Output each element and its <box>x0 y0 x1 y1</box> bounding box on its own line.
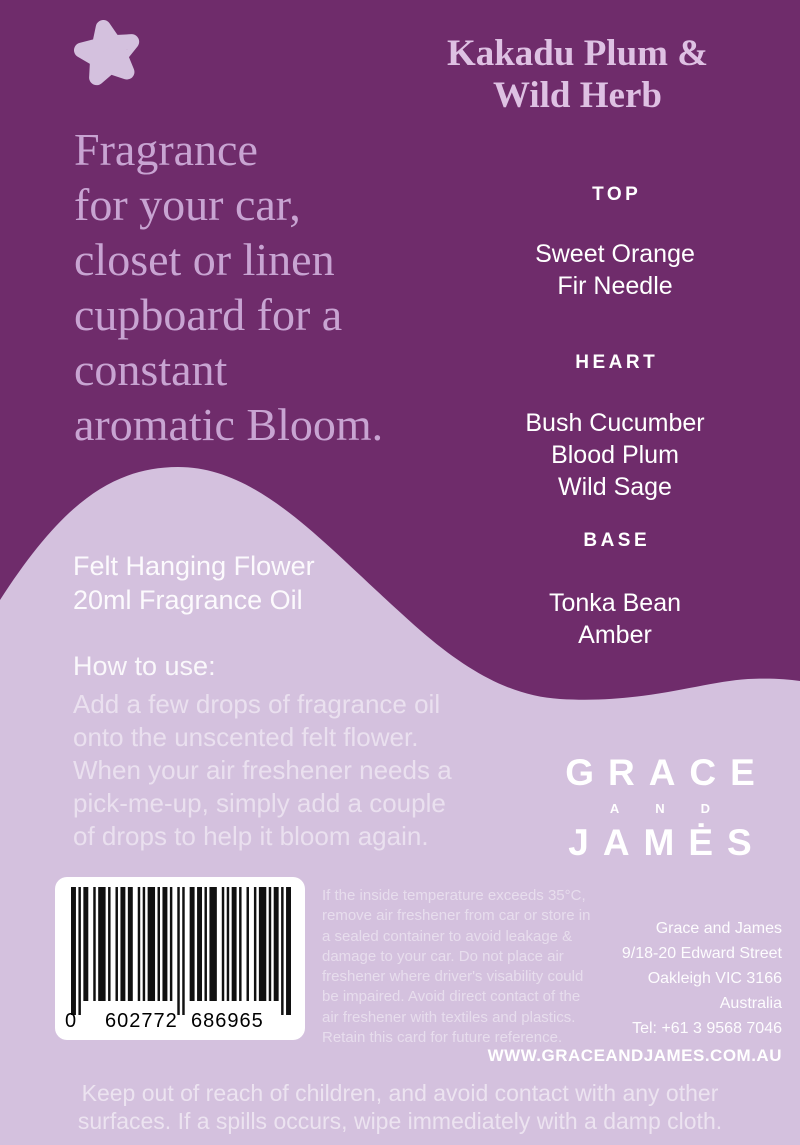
how-to-use-line: pick-me-up, simply add a couple <box>73 788 446 818</box>
note-item: Tonka Bean <box>548 589 682 617</box>
brand-logo-james: JAMĖS <box>568 822 766 863</box>
safety-warning-line: Keep out of reach of children, and avoid contact with any other <box>81 1080 719 1106</box>
intro-line: Fragrance <box>74 124 258 175</box>
product-title-line: Wild Herb <box>493 75 662 116</box>
note-item: Fir Needle <box>557 272 673 300</box>
disclaimer-line: a sealed container to avoid leakage & <box>322 927 573 945</box>
disclaimer-line: remove air freshener from car or store in <box>322 907 591 925</box>
product-line: 20ml Fragrance Oil <box>73 585 303 615</box>
brand-logo <box>550 752 770 864</box>
how-to-use-line: When your air freshener needs a <box>73 755 452 785</box>
car-safety-disclaimer <box>322 886 622 1048</box>
how-to-use-heading: How to use: <box>73 651 216 681</box>
address-line: Australia <box>719 995 782 1012</box>
disclaimer-line: Retain this card for future reference. <box>322 1029 563 1047</box>
top-notes-label: TOP <box>592 184 642 205</box>
intro-line: cupboard for a <box>74 289 343 340</box>
flower-star-icon <box>74 20 142 88</box>
base-notes-label: BASE <box>583 530 651 551</box>
intro-line: closet or linen <box>74 234 335 285</box>
disclaimer-line: freshener where driver's visability could <box>322 968 584 986</box>
how-to-use-line: Add a few drops of fragrance oil <box>73 689 441 719</box>
safety-warning-line: surfaces. If a spills occurs, wipe immediately with a damp cloth. <box>77 1108 723 1134</box>
barcode <box>55 877 305 1040</box>
intro-text <box>74 122 474 452</box>
base-notes-items <box>465 587 765 651</box>
disclaimer-line: damage to your car. Do not place air <box>322 947 564 965</box>
how-to-use-text <box>73 688 452 853</box>
product-contents <box>73 549 315 617</box>
intro-line: aromatic Bloom. <box>74 399 384 450</box>
website-url: WWW.GRACEANDJAMES.COM.AU <box>487 1046 782 1065</box>
address-line: Grace and James <box>655 920 782 937</box>
note-item: Bush Cucumber <box>525 409 705 437</box>
brand-logo-grace: GRACE <box>565 752 769 793</box>
how-to-use-line: of drops to help it bloom again. <box>73 821 429 851</box>
heart-notes-label: HEART <box>575 352 659 373</box>
disclaimer-line: If the inside temperature exceeds 35°C, <box>322 887 586 904</box>
top-notes-items <box>465 238 765 302</box>
barcode-digits: 602772 <box>105 1010 178 1032</box>
note-item: Blood Plum <box>551 441 679 469</box>
company-address <box>622 916 782 1041</box>
disclaimer-line: air freshener with textiles and plastics. <box>322 1008 576 1026</box>
address-line: Tel: +61 3 9568 7046 <box>632 1020 782 1037</box>
note-item: Sweet Orange <box>535 240 695 268</box>
intro-line: constant <box>74 344 228 395</box>
barcode-bars <box>55 877 305 1040</box>
address-line: Oakleigh VIC 3166 <box>647 970 782 987</box>
safety-warning <box>0 1079 800 1135</box>
how-to-use-line: onto the unscented felt flower. <box>73 722 419 752</box>
brand-logo-and: AND <box>609 801 747 816</box>
barcode-digits: 0 <box>65 1010 78 1032</box>
heart-notes-items <box>465 407 765 503</box>
product-title <box>380 33 775 117</box>
address-line: 9/18-20 Edward Street <box>621 945 782 962</box>
intro-line: for your car, <box>74 179 301 230</box>
note-item: Amber <box>578 621 652 649</box>
barcode-digits: 686965 <box>191 1010 264 1032</box>
note-item: Wild Sage <box>558 473 672 501</box>
disclaimer-line: be impaired. Avoid direct contact of the <box>322 988 581 1006</box>
product-title-line: Kakadu Plum & <box>446 33 709 74</box>
product-line: Felt Hanging Flower <box>73 551 315 581</box>
